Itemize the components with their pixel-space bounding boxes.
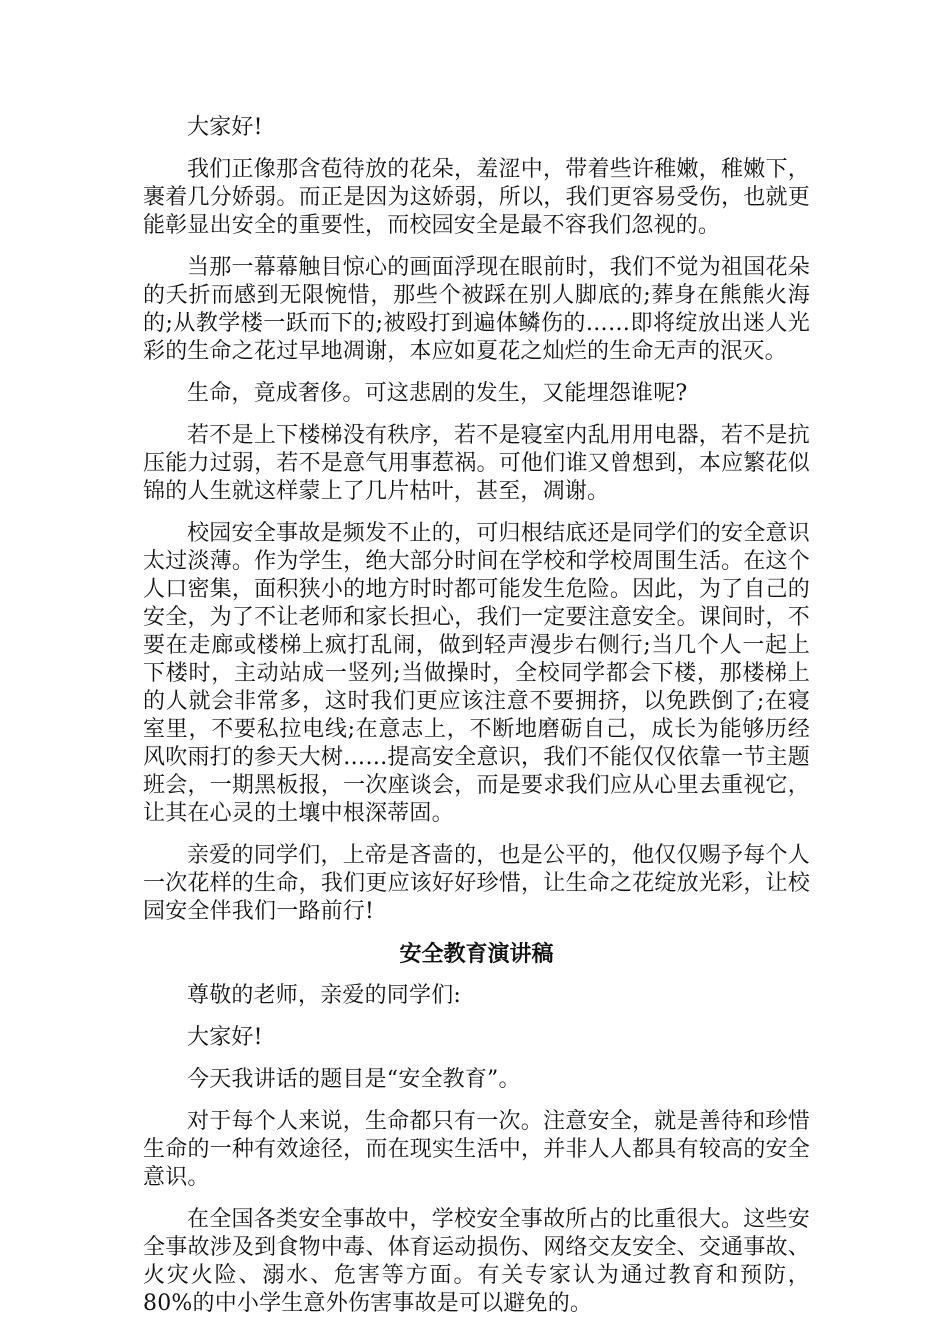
paragraph-statistics: 在全国各类安全事故中，学校安全事故所占的比重很大。这些安全事故涉及到食物中毒、体育运动损伤、网络交友安全、交通事故、火灾火险、溺水、危害等方面。有关专家认为通过教育和预防，80%的中小学生意外伤害事故是可以避免的。 bbox=[143, 1207, 810, 1316]
paragraph-safety-awareness: 校园安全事故是频发不止的，可归根结底还是同学们的安全意识太过淡薄。作为学生，绝大部分时间在学校和学校周围生活。在这个人口密集，面积狭小的地方时时都可能发生危险。因此，为了自己的安全，为了不让老师和家长担心，我们一定要注意安全。课间时，不要在走廊或楼梯上疯打乱闹，做到轻声漫步右侧行;当几个人一起上下楼时，主动站成一竖列;当做操时，全校同学都会下楼，那楼梯上的人就会非常多，这时我们更应该注意不要拥挤，以免跌倒了;在寝室里，不要私拉电线;在意志上，不断地磨砺自己，成长为能够历经风吹雨打的参天大树……提高安全意识，我们不能仅仅依靠一节主题班会，一期黑板报，一次座谈会，而是要求我们应从心里去重视它，让其在心灵的土壤中根深蒂固。 bbox=[143, 521, 810, 826]
document-page bbox=[143, 114, 810, 1332]
paragraph-tragedies: 当那一幕幕触目惊心的画面浮现在眼前时，我们不觉为祖国花朵的夭折而感到无限惋惜，那些个被踩在别人脚底的;葬身在熊熊火海的;从教学楼一跃而下的;被殴打到遍体鳞伤的……即将绽放出迷人光彩的生命之花过早地凋谢，本应如夏花之灿烂的生命无声的泯灭。 bbox=[143, 255, 810, 364]
paragraph-topic: 今天我讲话的题目是“安全教育”。 bbox=[187, 1067, 521, 1092]
paragraph-closing: 亲爱的同学们，上帝是吝啬的，也是公平的，他仅仅赐予每个人一次花样的生命，我们更应该好好珍惜，让生命之花绽放光彩，让校园安全伴我们一路前行! bbox=[143, 843, 810, 924]
paragraph-flowers: 我们正像那含苞待放的花朵，羞涩中，带着些许稚嫩，稚嫩下，裹着几分娇弱。而正是因为这娇弱，所以，我们更容易受伤，也就更能彰显出安全的重要性，而校园安全是最不容我们忽视的。 bbox=[143, 157, 810, 238]
paragraph-causes: 若不是上下楼梯没有秩序，若不是寝室内乱用用电器，若不是抗压能力过弱，若不是意气用事惹祸。可他们谁又曾想到，本应繁花似锦的人生就这样蒙上了几片枯叶，甚至，凋谢。 bbox=[143, 423, 810, 504]
paragraph-greeting-2: 大家好! bbox=[187, 1025, 263, 1050]
section-title: 安全教育演讲稿 bbox=[399, 941, 554, 967]
paragraph-salutation: 尊敬的老师，亲爱的同学们: bbox=[187, 983, 462, 1008]
paragraph-greeting: 大家好! bbox=[187, 115, 263, 140]
paragraph-life-luxury: 生命，竟成奢侈。可这悲剧的发生，又能埋怨谁呢? bbox=[187, 381, 688, 406]
paragraph-life-once: 对于每个人来说，生命都只有一次。注意安全，就是善待和珍惜生命的一种有效途径，而在现实生活中，并非人人都具有较高的安全意识。 bbox=[143, 1109, 810, 1190]
